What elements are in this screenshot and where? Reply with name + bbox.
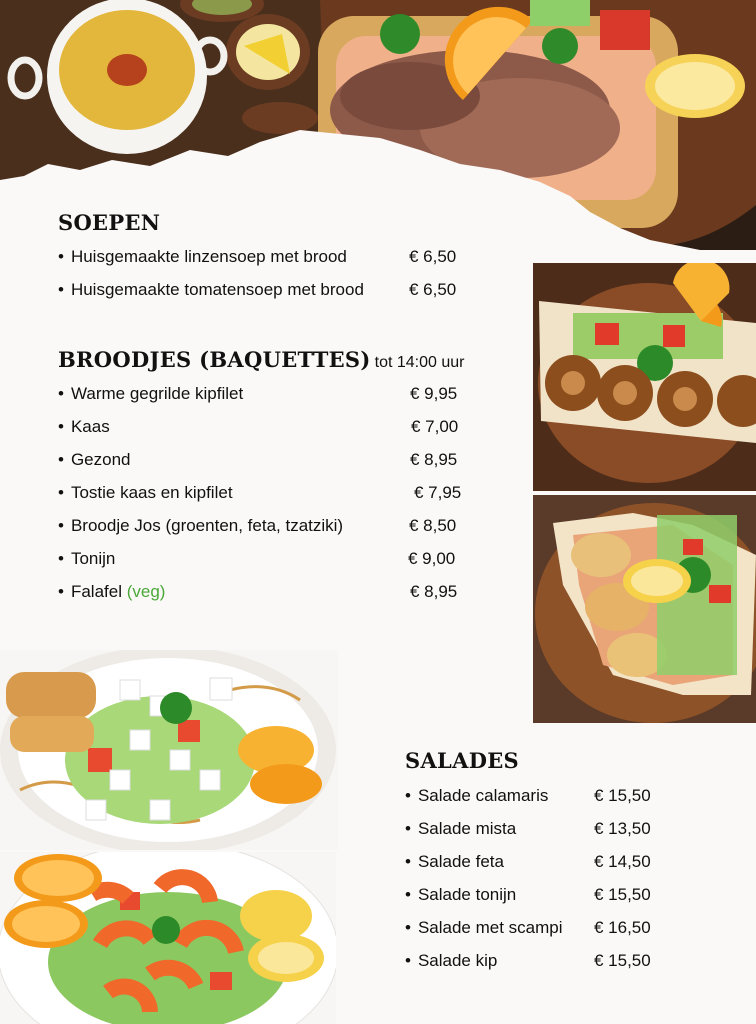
item-name: • Broodje Jos (groenten, feta, tzatziki) [58,516,343,535]
broodjes-item [58,450,468,483]
chicken-baguette-photo [533,495,756,723]
item-name: • Salade mista [405,819,516,838]
item-price: € 15,50 [594,951,651,970]
item-price: € 15,50 [594,786,651,805]
falafel-wrap-photo [533,263,756,491]
item-name: • Tonijn [58,549,115,568]
item-price: € 7,00 [411,417,459,436]
item-price: € 7,95 [414,483,462,502]
item-price: € 8,95 [410,582,458,601]
broodjes-item [58,417,468,450]
salades-item [405,918,745,951]
item-price: € 8,50 [409,516,457,535]
item-name-text: Falafel [70,582,122,601]
item-name [58,582,165,601]
broodjes-item [58,384,468,417]
shrimp-salad-graphic [0,852,336,1024]
broodjes-title-text: BROODJES (BAQUETTES) [58,347,371,372]
feta-salad-photo [0,650,338,850]
veg-tag: (veg) [126,582,166,601]
item-price: € 9,00 [408,549,456,568]
item-price: € 6,50 [409,247,457,266]
item-price: € 13,50 [594,819,651,838]
falafel-wrap-graphic [533,263,756,491]
feta-salad-graphic [0,650,338,850]
salades-title: SALADES [405,748,520,773]
soepen-title: SOEPEN [58,210,161,235]
item-name: • Warme gegrilde kipfilet [58,384,243,403]
broodjes-item [58,582,468,615]
item-name: • Huisgemaakte linzensoep met brood [58,247,347,266]
item-name: • Kaas [58,417,110,436]
broodjes-item [58,549,468,582]
broodjes-item [58,483,468,516]
salades-list [405,786,745,984]
broodjes-title [58,347,464,372]
item-price: € 16,50 [594,918,651,937]
salades-item [405,852,745,885]
item-name: • Salade tonijn [405,885,516,904]
item-name: • Tostie kaas en kipfilet [58,483,233,502]
soepen-list [58,247,468,313]
salades-item [405,819,745,852]
soepen-item [58,280,468,313]
shrimp-salad-photo [0,852,336,1024]
broodjes-note: tot 14:00 uur [374,354,465,371]
item-price: € 9,95 [410,384,458,403]
item-name: • Gezond [58,450,131,469]
item-price: € 6,50 [409,280,457,299]
chicken-baguette-graphic [533,495,756,723]
item-name: • Salade feta [405,852,504,871]
item-name: • Salade calamaris [405,786,548,805]
soepen-item [58,247,468,280]
item-name: • Salade kip [405,951,497,970]
salades-item [405,951,745,984]
item-price: € 8,95 [410,450,458,469]
salades-item [405,885,745,918]
item-price: € 14,50 [594,852,651,871]
item-name: • Huisgemaakte tomatensoep met brood [58,280,364,299]
item-name: • Salade met scampi [405,918,563,937]
broodjes-list [58,384,468,615]
item-price: € 15,50 [594,885,651,904]
broodjes-item [58,516,468,549]
salades-item [405,786,745,819]
